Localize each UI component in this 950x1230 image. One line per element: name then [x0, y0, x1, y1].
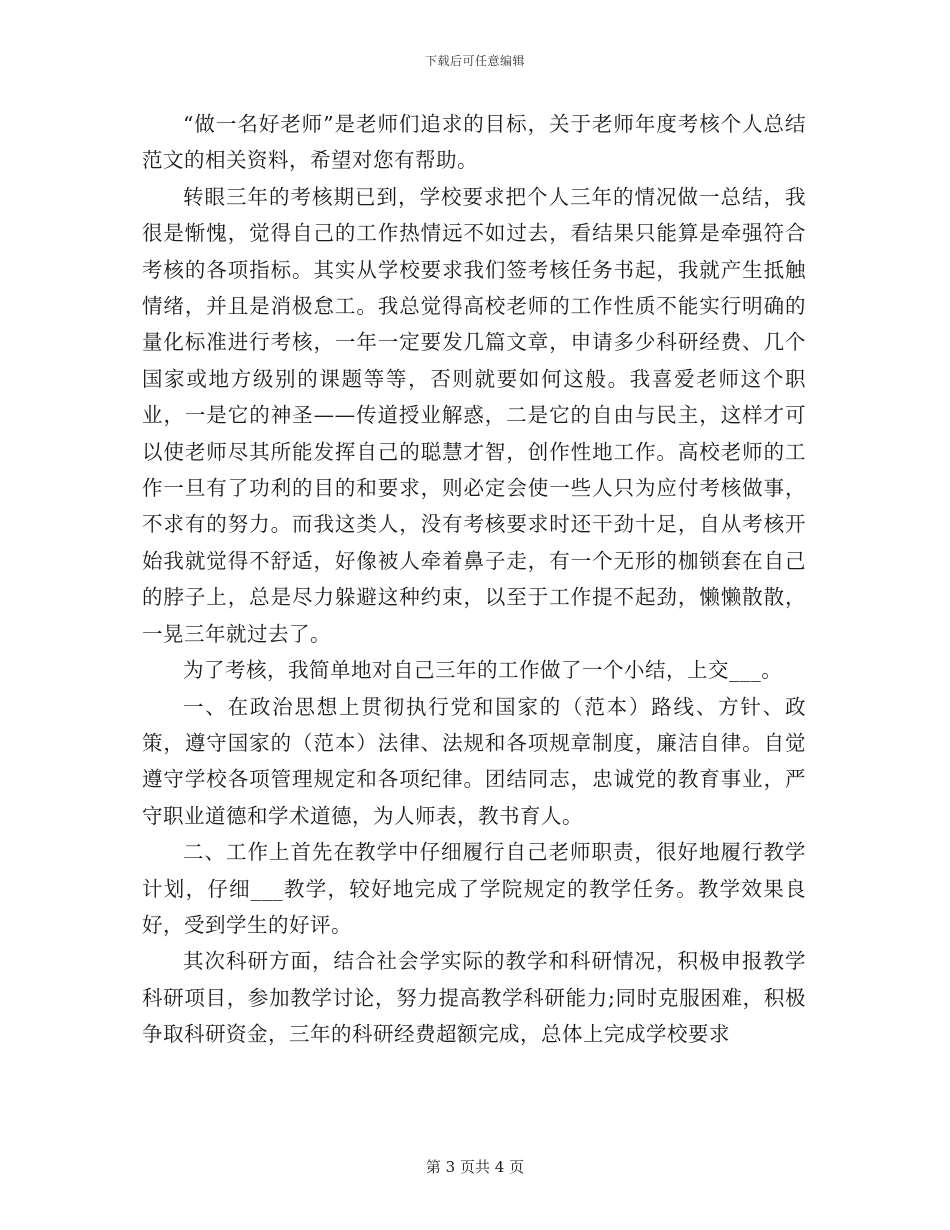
document-body	[142, 106, 806, 1053]
page-number-footer: 第 3 页共 4 页	[425, 1158, 525, 1176]
paragraph-reflection: 转眼三年的考核期已到，学校要求把个人三年的情况做一总结，我很是惭愧，觉得自己的工作热情远不如过去，看结果只能算是牵强符合考核的各项指标。其实从学校要求我们签考核任务书起，我就产生抵触情绪，并且是消极怠工。我总觉得高校老师的工作性质不能实行明确的量化标准进行考核，一年一定要发几篇文章，申请多少科研经费、几个国家或地方级别的课题等等，否则就要如何这般。我喜爱老师这个职业，一是它的神圣——传道授业解惑，二是它的自由与民主，这样才可以使老师尽其所能发挥自己的聪慧才智，创作性地工作。高校老师的工作一旦有了功利的目的和要求，则必定会使一些人只为应付考核做事，不求有的努力。而我这类人，没有考核要求时还干劲十足，自从考核开始我就觉得不舒适，好像被人牵着鼻子走，有一个无形的枷锁套在自己的脖子上，总是尽力躲避这种约束，以至于工作提不起劲，懒懒散散，一晃三年就过去了。	[142, 184, 806, 646]
paragraph-summary-note: 为了考核，我简单地对自己三年的工作做了一个小结，上交___。	[183, 658, 783, 683]
paragraph-political-thought: 一、在政治思想上贯彻执行党和国家的（范本）路线、方针、政策，遵守国家的（范本）法律、法规和各项规章制度，廉洁自律。自觉遵守学校各项管理规定和各项纪律。团结同志，忠诚党的教育事业，严守职业道德和学术道德，为人师表，教书育人。	[142, 694, 806, 828]
paragraph-intro: “做一名好老师”是老师们追求的目标，关于老师年度考核个人总结范文的相关资料，希望对您有帮助。	[142, 112, 806, 173]
paragraph-teaching-work: 二、工作上首先在教学中仔细履行自己老师职责，很好地履行教学计划，仔细___教学，较好地完成了学院规定的教学任务。教学效果良好，受到学生的好评。	[142, 840, 806, 937]
page-header: 下载后可任意编辑	[424, 54, 525, 68]
paragraph-research: 其次科研方面，结合社会学实际的教学和科研情况，积极申报教学科研项目，参加教学讨论，努力提高教学科研能力;同时克服困难，积极争取科研资金，三年的科研经费超额完成，总体上完成学校要求	[142, 949, 806, 1047]
